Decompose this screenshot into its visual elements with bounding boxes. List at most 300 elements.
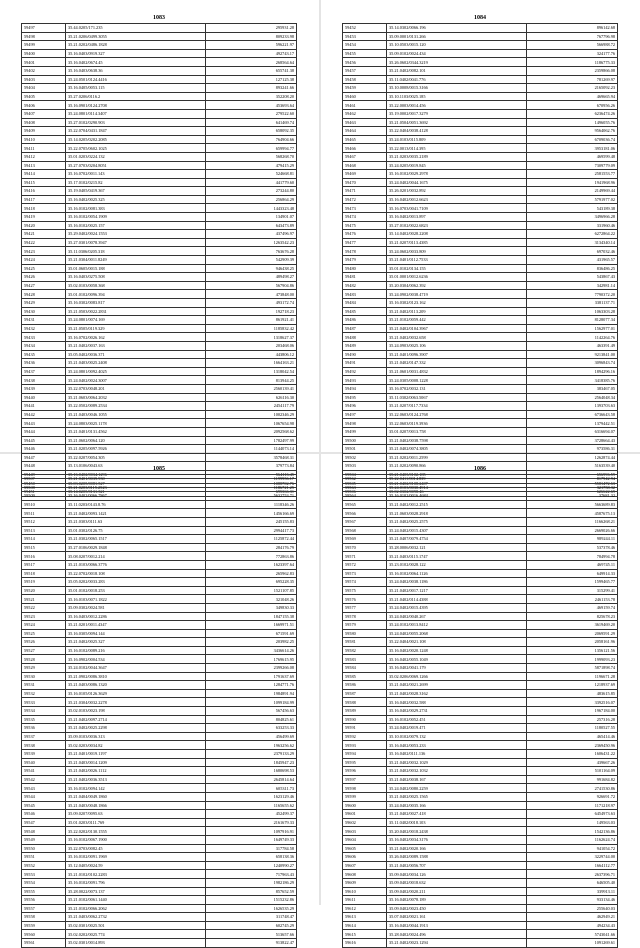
row-number-cell: 59550 xyxy=(22,844,66,853)
amount-cell: 989244.11 xyxy=(527,535,618,544)
row-number-cell: 59512 xyxy=(22,517,66,526)
table-row xyxy=(343,629,618,638)
table-row xyxy=(22,247,297,256)
row-number-cell: 59543 xyxy=(22,784,66,793)
table-row xyxy=(343,492,618,501)
reference-cell: 35.21.0402/0032.1032 xyxy=(387,767,527,776)
amount-cell: 1984891.94 xyxy=(206,689,297,698)
reference-cell: 35.24.0305/0008.1228 xyxy=(387,376,527,385)
row-number-cell: 59444 xyxy=(22,427,66,436)
reference-cell: 35.24.0801/0114.3407 xyxy=(66,109,206,118)
table-row xyxy=(22,913,297,922)
reference-cell: 35.21.0402/0104.3967 xyxy=(387,324,527,333)
amount-cell: 941054.72 xyxy=(527,844,618,853)
row-number-cell: 59475 xyxy=(343,221,387,230)
amount-cell: 3096843.74 xyxy=(527,359,618,368)
amount-cell: 670956.26 xyxy=(527,101,618,110)
table-row xyxy=(343,732,618,741)
table-row xyxy=(22,24,297,33)
row-number-cell: 59576 xyxy=(343,595,387,604)
amount-cell: 1664163.21 xyxy=(206,359,297,368)
table-row xyxy=(22,178,297,187)
table-row xyxy=(343,870,618,879)
amount-cell: 1196671.28 xyxy=(527,672,618,681)
reference-cell: 35.21.0102/0102.2283 xyxy=(66,870,206,879)
row-number-cell: 59608 xyxy=(343,870,387,879)
row-number-cell: 59555 xyxy=(22,887,66,896)
amount-cell: 524668.81 xyxy=(206,170,297,179)
amount-cell: 658092.35 xyxy=(206,127,297,136)
row-number-cell: 59498 xyxy=(22,32,66,41)
table-row xyxy=(343,930,618,939)
amount-cell: 567904.86 xyxy=(206,281,297,290)
reference-cell: 35.02.0301/0025.501 xyxy=(66,921,206,930)
table-row xyxy=(343,784,618,793)
amount-cell: 717963.43 xyxy=(206,870,297,879)
table-row xyxy=(22,818,297,827)
table-row xyxy=(343,32,618,41)
reference-cell: 35.21.0402/0074.3805 xyxy=(387,445,527,454)
row-number-cell: 59536 xyxy=(22,724,66,733)
amount-cell: 3134340.14 xyxy=(527,238,618,247)
reference-cell: 35.22.0703/0048.201 xyxy=(66,384,206,393)
table-row xyxy=(343,66,618,75)
table-row xyxy=(22,281,297,290)
row-number-cell: 59606 xyxy=(343,853,387,862)
reference-cell: 35.21.0402/0025.327 xyxy=(66,638,206,647)
reference-cell: 35.24.0402/0015.4307 xyxy=(387,526,527,535)
row-number-cell: 59410 xyxy=(22,135,66,144)
row-number-cell: 59478 xyxy=(343,247,387,256)
row-number-cell: 59491 xyxy=(343,359,387,368)
reference-cell: 35.21.0102/0066.2062 xyxy=(66,904,206,913)
row-number-cell: 59430 xyxy=(22,307,66,316)
amount-cell: 658138.36 xyxy=(206,853,297,862)
table-row xyxy=(22,707,297,716)
table-row xyxy=(22,810,297,819)
table-row xyxy=(22,861,297,870)
amount-cell: 1623129.46 xyxy=(206,792,297,801)
amount-cell: 1186775.33 xyxy=(527,58,618,67)
amount-cell: 659994.77 xyxy=(206,144,297,153)
row-number-cell: 59541 xyxy=(22,767,66,776)
table-row xyxy=(343,221,618,230)
table-row xyxy=(343,152,618,161)
reference-cell: 35.24.0402/0055.2068 xyxy=(387,629,527,638)
amount-cell: 469745.11 xyxy=(527,560,618,569)
reference-cell: 35.09.0402/0023.450 xyxy=(387,904,527,913)
reference-cell: 35.27.0106/0029.1848 xyxy=(66,543,206,552)
reference-cell: 35.02.0206/0069.1266 xyxy=(387,672,527,681)
table-row xyxy=(22,419,297,428)
row-number-cell: 59546 xyxy=(22,810,66,819)
row-number-cell: 59520 xyxy=(22,586,66,595)
row-number-cell: 59499 xyxy=(343,427,387,436)
row-number-cell: 59554 xyxy=(22,878,66,887)
page-title: 1085 xyxy=(153,466,165,472)
reference-cell: 35.21.0303/0111.63 xyxy=(66,517,206,526)
table-row xyxy=(343,612,618,621)
amount-cell: 245155.83 xyxy=(206,517,297,526)
row-number-cell: 59516 xyxy=(22,552,66,561)
reference-cell: 35.22.0603/0124.2768 xyxy=(387,410,527,419)
table-row xyxy=(22,238,297,247)
table-row xyxy=(343,264,618,273)
reference-cell: 35.21.0402/0028.3162 xyxy=(387,689,527,698)
row-number-cell: 59426 xyxy=(22,273,66,282)
amount-cell: 456499.69 xyxy=(206,732,297,741)
table-row xyxy=(22,603,297,612)
row-number-cell: 59502 xyxy=(343,453,387,462)
amount-cell: 273244.80 xyxy=(206,187,297,196)
table-row xyxy=(343,724,618,733)
amount-cell: 857652.59 xyxy=(206,887,297,896)
amount-cell: 1318042.54 xyxy=(206,367,297,376)
amount-cell: 2637396.71 xyxy=(527,870,618,879)
amount-cell: 764904.66 xyxy=(206,135,297,144)
table-row xyxy=(22,367,297,376)
reference-cell: 35.22.0003/0014.456 xyxy=(387,101,527,110)
amount-cell: 5581472.63 xyxy=(527,479,618,488)
row-number-cell: 59507 xyxy=(22,475,66,484)
amount-cell: 5663689.83 xyxy=(527,500,618,509)
reference-cell: 35.21.0102/0061.1440 xyxy=(66,896,206,905)
row-number-cell: 59581 xyxy=(343,638,387,647)
table-row xyxy=(22,161,297,170)
amount-cell: 1162624.74 xyxy=(527,835,618,844)
table-row xyxy=(343,170,618,179)
table-row xyxy=(22,560,297,569)
table-row xyxy=(343,758,618,767)
reference-cell: 35.20.0402/0018.2438 xyxy=(387,827,527,836)
reference-cell: 35.24.0402/0080.2259 xyxy=(387,784,527,793)
reference-cell: 35.21.0206/0499.3055 xyxy=(66,32,206,41)
amount-cell: 1769615.95 xyxy=(206,655,297,664)
row-number-cell: 59452 xyxy=(343,24,387,33)
amount-cell: 1002346.29 xyxy=(206,410,297,419)
reference-cell: 35.21.0503/0022.2831 xyxy=(66,307,206,316)
amount-cell: 3392516.07 xyxy=(527,698,618,707)
table-row xyxy=(22,638,297,647)
row-number-cell: 59561 xyxy=(22,939,66,948)
reference-cell: 35.01.0207/0013.758 xyxy=(387,427,527,436)
amount-cell: 3381137.71 xyxy=(527,299,618,308)
amount-cell: 321048.26 xyxy=(206,595,297,604)
row-number-cell: 59490 xyxy=(343,350,387,359)
amount-cell: 646505.40 xyxy=(527,878,618,887)
row-number-cell: 59529 xyxy=(22,664,66,673)
row-number-cell: 59497 xyxy=(343,410,387,419)
table-row xyxy=(343,664,618,673)
row-number-cell: 59558 xyxy=(22,913,66,922)
table-row xyxy=(22,350,297,359)
row-number-cell: 59538 xyxy=(22,741,66,750)
row-number-cell: 59613 xyxy=(343,913,387,922)
row-number-cell: 59579 xyxy=(343,621,387,630)
reference-cell: 35.21.0402/0114.4388 xyxy=(387,595,527,604)
reference-cell: 35.21.0401/0019.1197 xyxy=(66,750,206,759)
table-row xyxy=(343,427,618,436)
row-number-cell: 59469 xyxy=(343,170,387,179)
table-row xyxy=(22,170,297,179)
row-number-cell: 59487 xyxy=(343,324,387,333)
row-number-cell: 59505 xyxy=(343,479,387,488)
table-row xyxy=(343,58,618,67)
amount-cell: 2161679.33 xyxy=(206,818,297,827)
table-row xyxy=(22,939,297,948)
table-row xyxy=(343,178,618,187)
reference-cell: 35.24.0402/0044.1675 xyxy=(387,178,527,187)
amount-cell: 671591.69 xyxy=(206,629,297,638)
amount-cell: 3578468.31 xyxy=(206,453,297,462)
amount-cell: 1782497.99 xyxy=(206,436,297,445)
row-number-cell: 59602 xyxy=(343,818,387,827)
table-row xyxy=(22,921,297,930)
row-number-cell: 59496 xyxy=(343,402,387,411)
table-row xyxy=(343,543,618,552)
table-row xyxy=(343,827,618,836)
row-number-cell: 59575 xyxy=(343,586,387,595)
row-number-cell: 59595 xyxy=(343,758,387,767)
row-number-cell: 59510 xyxy=(22,500,66,509)
row-number-cell: 59400 xyxy=(22,49,66,58)
table-row xyxy=(343,921,618,930)
amount-cell: 973586.31 xyxy=(527,445,618,454)
table-row xyxy=(22,230,297,239)
reference-cell: 35.16.0102/0091.1969 xyxy=(66,853,206,862)
amount-cell: 339913.11 xyxy=(527,887,618,896)
table-row xyxy=(22,887,297,896)
row-number-cell: 59532 xyxy=(22,689,66,698)
amount-cell: 1664112.77 xyxy=(527,861,618,870)
amount-cell: 1199956.17 xyxy=(206,475,297,484)
amount-cell: 1791637.69 xyxy=(206,672,297,681)
row-number-cell: 59609 xyxy=(343,878,387,887)
table-row xyxy=(22,402,297,411)
table-row xyxy=(343,445,618,454)
table-row xyxy=(343,552,618,561)
amount-cell: 655741.38 xyxy=(206,66,297,75)
amount-cell: 462949.21 xyxy=(527,913,618,922)
table-row xyxy=(343,419,618,428)
amount-cell: 9564062.76 xyxy=(527,127,618,136)
row-number-cell: 59527 xyxy=(22,646,66,655)
row-number-cell: 59448 xyxy=(22,462,66,471)
row-number-cell: 59420 xyxy=(22,221,66,230)
row-number-cell: 59587 xyxy=(343,689,387,698)
row-number-cell: 59589 xyxy=(343,707,387,716)
amount-cell: 463391.49 xyxy=(527,341,618,350)
reference-cell: 35.21.0207/0113.4385 xyxy=(387,238,527,247)
amount-cell: 1443323.48 xyxy=(206,204,297,213)
reference-cell: 35.27.0703/0204.8051 xyxy=(66,161,206,170)
reference-cell: 35.26.0602/0344.3219 xyxy=(387,58,527,67)
row-number-cell: 59481 xyxy=(343,273,387,282)
data-table xyxy=(342,23,618,497)
amount-cell: 2058161.96 xyxy=(527,638,618,647)
reference-cell: 35.16.0102/0091.796 xyxy=(66,878,206,887)
row-number-cell: 59419 xyxy=(22,213,66,222)
row-number-cell: 59503 xyxy=(343,462,387,471)
row-number-cell: 59467 xyxy=(343,152,387,161)
table-row xyxy=(343,299,618,308)
amount-cell: 1847155.38 xyxy=(206,612,297,621)
reference-cell: 35.22.0411/0014.839 xyxy=(387,475,527,484)
row-number-cell: 59493 xyxy=(343,376,387,385)
row-number-cell: 59539 xyxy=(22,750,66,759)
reference-cell: 35.16.0102/0081.383 xyxy=(66,204,206,213)
table-row xyxy=(22,552,297,561)
row-number-cell: 59563 xyxy=(343,483,387,492)
row-number-cell: 59457 xyxy=(343,66,387,75)
row-number-cell: 59424 xyxy=(22,256,66,265)
table-row xyxy=(22,509,297,518)
table-row xyxy=(343,290,618,299)
reference-cell: 35.11.0302/0063.5067 xyxy=(387,393,527,402)
amount-cell: 494234.43 xyxy=(527,921,618,930)
row-number-cell: 59401 xyxy=(22,58,66,67)
amount-cell: 913822.47 xyxy=(206,939,297,948)
amount-cell: 2581553.77 xyxy=(527,170,618,179)
reference-cell: 35.21.0402/0038.167 xyxy=(387,775,527,784)
amount-cell: 452499.37 xyxy=(206,810,297,819)
table-row xyxy=(22,144,297,153)
table-row xyxy=(343,367,618,376)
amount-cell: 2149969.44 xyxy=(527,187,618,196)
row-number-cell: 59504 xyxy=(343,470,387,479)
row-number-cell: 59528 xyxy=(22,655,66,664)
table-row xyxy=(343,775,618,784)
reference-cell: 35.21.0203/0115.2523 xyxy=(66,483,206,492)
row-number-cell: 59547 xyxy=(22,818,66,827)
table-row xyxy=(22,578,297,587)
amount-cell: 804825.61 xyxy=(206,715,297,724)
table-row xyxy=(22,324,297,333)
table-row xyxy=(22,569,297,578)
amount-cell: 349830.33 xyxy=(206,603,297,612)
table-row xyxy=(22,187,297,196)
table-row xyxy=(343,204,618,213)
row-number-cell: 59466 xyxy=(343,144,387,153)
table-row xyxy=(22,195,297,204)
row-number-cell: 59562 xyxy=(343,475,387,484)
row-number-cell: 59432 xyxy=(22,324,66,333)
row-number-cell: 59583 xyxy=(343,655,387,664)
reference-cell: 35.10.1103/0025.185 xyxy=(387,92,527,101)
reference-cell: 35.28.0402/0024.496 xyxy=(387,930,527,939)
reference-cell: 35.16.0703/0041.7109 xyxy=(387,204,527,213)
amount-cell: 437496.97 xyxy=(206,230,297,239)
reference-cell: 35.01.0001/0012.6236 xyxy=(387,273,527,282)
table-row xyxy=(22,853,297,862)
reference-cell: 35.22.0704/0431.1847 xyxy=(66,127,206,136)
table-row xyxy=(343,818,618,827)
reference-cell: 35.21.0402/0025.2575 xyxy=(387,517,527,526)
amount-cell: 1521107.85 xyxy=(206,586,297,595)
amount-cell: 626622.69 xyxy=(527,488,618,497)
row-number-cell: 59607 xyxy=(343,861,387,870)
table-row xyxy=(343,509,618,518)
table-row xyxy=(22,646,297,655)
amount-cell: 465414.46 xyxy=(527,732,618,741)
table-row xyxy=(22,621,297,630)
row-number-cell: 59480 xyxy=(343,264,387,273)
amount-cell: 2564048.34 xyxy=(527,393,618,402)
reference-cell: 35.21.0402/0023.1294 xyxy=(387,939,527,948)
row-number-cell: 59409 xyxy=(22,127,66,136)
amount-cell: 513657.66 xyxy=(206,930,297,939)
reference-cell: 35.44.0205/171.235 xyxy=(66,24,206,33)
amount-cell: 836486.25 xyxy=(527,264,618,273)
table-row xyxy=(343,792,618,801)
row-number-cell: 59418 xyxy=(22,204,66,213)
amount-cell: 1356121.56 xyxy=(527,646,618,655)
reference-cell: 35.07.0402/0021.161 xyxy=(387,913,527,922)
table-row xyxy=(22,290,297,299)
amount-cell: 3619469.20 xyxy=(527,621,618,630)
amount-cell: 1963256.62 xyxy=(206,741,297,750)
row-number-cell: 59485 xyxy=(343,307,387,316)
reference-cell: 35.24.0402/0024.3007 xyxy=(66,376,206,385)
reference-cell: 35.21.0402/0026.1112 xyxy=(66,767,206,776)
reference-cell: 35.16.0702/0026.162 xyxy=(66,333,206,342)
table-row xyxy=(343,118,618,127)
reference-cell: 35.21.0207/0117.7334 xyxy=(387,402,527,411)
reference-cell: 35.20.0304/0062.392 xyxy=(387,281,527,290)
row-number-cell: 59474 xyxy=(343,213,387,222)
amount-cell: 5791977.02 xyxy=(527,195,618,204)
reference-cell: 35.16.0402/0044.1913 xyxy=(387,921,527,930)
row-number-cell: 59440 xyxy=(22,393,66,402)
amount-cell: 317784.58 xyxy=(206,844,297,853)
reference-cell: 35.16.0402/0053.233 xyxy=(387,741,527,750)
row-number-cell: 59559 xyxy=(22,921,66,930)
reference-cell: 35.26.0402/0089.1588 xyxy=(387,853,527,862)
table-row xyxy=(22,904,297,913)
amount-cell: 991684.82 xyxy=(527,775,618,784)
row-number-cell: 59421 xyxy=(22,230,66,239)
table-row xyxy=(22,655,297,664)
reference-cell: 35.24.0602/0033.809 xyxy=(387,247,527,256)
amount-cell: 781269.97 xyxy=(527,75,618,84)
table-row xyxy=(22,273,297,282)
amount-cell: 2669026.66 xyxy=(527,526,618,535)
row-number-cell: 59417 xyxy=(22,195,66,204)
amount-cell: 2994417.73 xyxy=(206,526,297,535)
row-number-cell: 59540 xyxy=(22,758,66,767)
table-row xyxy=(343,878,618,887)
table-row xyxy=(22,784,297,793)
reference-cell: 35.16.0103/0071.1822 xyxy=(66,595,206,604)
reference-cell: 35.22.0603/0119.3936 xyxy=(387,419,527,428)
table-row xyxy=(343,324,618,333)
reference-cell: 35.21.0202/0011.2599 xyxy=(387,453,527,462)
row-number-cell: 59537 xyxy=(22,732,66,741)
table-row xyxy=(343,41,618,50)
row-number-cell: 59455 xyxy=(343,49,387,58)
row-number-cell: 59565 xyxy=(343,500,387,509)
row-number-cell: 59616 xyxy=(343,939,387,948)
reference-cell: 35.27.0206/0116.2 xyxy=(66,92,206,101)
row-number-cell: 59458 xyxy=(343,75,387,84)
reference-cell: 35.02.0203/0034.82 xyxy=(66,741,206,750)
amount-cell: 809233.98 xyxy=(206,32,297,41)
row-number-cell: 59594 xyxy=(343,750,387,759)
row-number-cell: 59468 xyxy=(343,161,387,170)
reference-cell: 35.16.0402/0055.1049 xyxy=(387,655,527,664)
amount-cell: 492743.17 xyxy=(206,49,297,58)
reference-cell: 35.16.0403/0275.508 xyxy=(66,273,206,282)
